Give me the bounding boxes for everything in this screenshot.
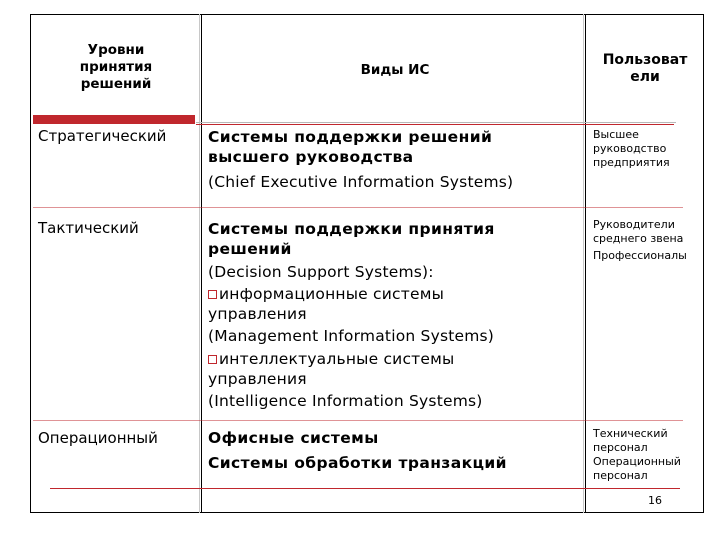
- bottom-red-line: [50, 488, 680, 489]
- row-strategic-systems: [208, 127, 582, 192]
- header-users-line-1: Пользоват: [602, 52, 688, 68]
- page-number: 16: [648, 494, 662, 507]
- header-levels: [52, 42, 180, 93]
- row-tactical-item-2-en: (Intelligence Information Systems): [208, 392, 483, 410]
- header-divider-gray: [196, 122, 676, 123]
- row-operational-bold-1: Офисные системы: [208, 429, 379, 447]
- column-divider-1: [201, 14, 202, 513]
- row-divider-1: [33, 207, 683, 208]
- header-systems: Виды ИС: [360, 62, 430, 78]
- row-tactical-item-1-cont: управления: [208, 305, 307, 323]
- row-operational-users-2: персонал: [593, 441, 648, 454]
- row-operational-users-1: Технический: [593, 427, 668, 440]
- row-tactical-item-2-cont: управления: [208, 370, 307, 388]
- header-red-bar: [33, 115, 195, 124]
- header-users: [590, 52, 700, 86]
- row-tactical-item-2-text: интеллектуальные системы: [219, 350, 455, 368]
- row-operational-level: Операционный: [38, 429, 158, 447]
- row-strategic-users-2: руководство: [593, 142, 667, 155]
- row-strategic-note: (Chief Executive Information Systems): [208, 173, 514, 191]
- row-tactical-item-1: [208, 284, 582, 304]
- column-divider-1-inner: [199, 14, 200, 513]
- row-tactical-users-2: среднего звена: [593, 232, 684, 245]
- header-levels-line-1: Уровни: [87, 42, 145, 58]
- row-operational-users: [593, 427, 703, 483]
- row-tactical-systems: [208, 219, 582, 411]
- row-tactical-item-2: [208, 349, 582, 369]
- bullet-square-icon: [208, 290, 217, 299]
- row-strategic-bold-2: высшего руководства: [208, 148, 414, 166]
- row-tactical-bold-2: решений: [208, 240, 292, 258]
- row-strategic-users-1: Высшее: [593, 128, 639, 141]
- row-strategic-bold-1: Системы поддержки решений: [208, 128, 493, 146]
- column-divider-2-inner: [583, 14, 584, 513]
- row-operational-users-4: персонал: [593, 469, 648, 482]
- row-tactical-users-1: Руководители: [593, 218, 675, 231]
- row-tactical-users-3: Профессионалы: [593, 249, 687, 262]
- row-strategic-level: Стратегический: [38, 127, 167, 145]
- row-operational-bold-2: Системы обработки транзакций: [208, 454, 507, 472]
- row-tactical-item-1-en: (Management Information Systems): [208, 327, 495, 345]
- header-levels-line-2: принятия: [79, 59, 153, 75]
- row-strategic-users-3: предприятия: [593, 156, 670, 169]
- row-tactical-note-1: (Decision Support Systems):: [208, 263, 434, 281]
- row-tactical-level: Тактический: [38, 219, 139, 237]
- row-operational-systems: [208, 428, 582, 473]
- header-divider-red: [196, 124, 674, 125]
- row-divider-2: [33, 420, 683, 421]
- header-users-line-2: ели: [630, 69, 660, 85]
- row-tactical-item-1-text: информационные системы: [219, 285, 445, 303]
- bullet-square-icon: [208, 355, 217, 364]
- column-divider-2: [585, 14, 586, 513]
- row-operational-users-3: Операционный: [593, 455, 681, 468]
- row-tactical-users: [593, 218, 703, 263]
- row-tactical-bold-1: Системы поддержки принятия: [208, 220, 495, 238]
- header-levels-line-3: решений: [80, 76, 152, 92]
- row-strategic-users: [593, 128, 703, 170]
